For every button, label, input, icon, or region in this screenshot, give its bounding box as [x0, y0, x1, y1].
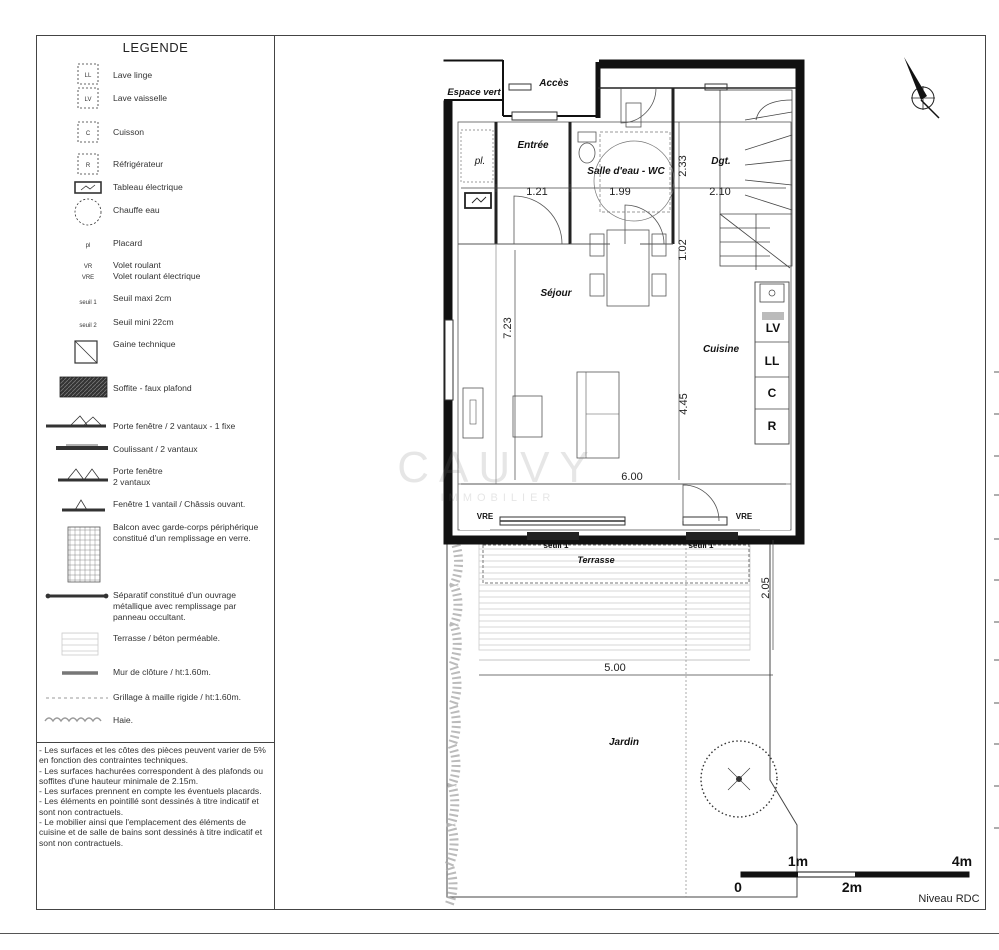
threshold-label-right: seuil 1 — [688, 541, 714, 550]
scale-label-1m: 1m — [787, 853, 809, 869]
legend-symbol-seuil2: seuil 2 — [79, 323, 97, 329]
room-cuisine: Cuisine — [702, 344, 740, 355]
legend-symbol-r: R — [85, 163, 91, 169]
legend-item-label: Seuil mini 22cm — [113, 317, 174, 327]
room-terrasse: Terrasse — [577, 555, 615, 565]
legend-title: LEGENDE — [122, 40, 189, 55]
legend-item-label: Chauffe eau — [113, 205, 160, 215]
shaft-diagonal — [75, 341, 97, 363]
legend-symbols — [45, 64, 108, 721]
appliance-ll: LL — [764, 354, 780, 368]
dim-121: 1.21 — [526, 186, 548, 198]
soffit-swatch — [60, 377, 107, 397]
dim-233: 2.33 — [677, 155, 689, 177]
scale-label-2m: 2m — [841, 879, 863, 895]
tv-unit — [463, 388, 483, 438]
legend-item-label: Volet roulant Volet roulant électrique — [113, 260, 201, 281]
legend-item-label: Lave vaisselle — [113, 93, 167, 103]
sink-icon — [760, 284, 784, 302]
lightning-icon — [81, 185, 95, 190]
legend-item-label: Seuil maxi 2cm — [113, 293, 172, 303]
door-window-2-leaves-1-fixed-icon — [46, 416, 106, 426]
sliding-door-icon — [56, 445, 108, 448]
dim-600: 6.00 — [621, 471, 643, 483]
scale-label-4m: 4m — [951, 853, 973, 869]
legend-notes: - Les surfaces et les côtes des pièces peuvent varier de 5% en fonction des contraintes techniques. - Les surfaces hachurées correspondent à des plafonds ou soffites d'une hauteur minimale de 2.15m. - Les surfaces prennent en compte les éventuels placards. - Les éléments en pointillé sont dessinés à titre indicatif et sont non contractuels. - Le mobilier ainsi que l'emplacement des éléments de cuisine et de salle de bains sont dessinés à titre indicatif et sont non contractuels. — [39, 745, 266, 848]
dim-445: 4.45 — [678, 393, 690, 415]
legend-item-label: Balcon avec garde-corps périphérique constitué d'un remplissage en verre. — [113, 522, 259, 543]
right-margin-ticks — [994, 372, 999, 828]
legend-symbol-vre: VRE — [81, 275, 95, 281]
legend-symbol-ll: LL — [84, 73, 92, 79]
legend-symbol-c: C — [85, 131, 91, 137]
dim-210: 2.10 — [709, 186, 731, 198]
dim-723: 7.23 — [502, 317, 514, 339]
legend-item-label: Grillage à maille rigide / ht:1.60m. — [113, 692, 242, 702]
legend-item-label: Tableau électrique — [113, 182, 183, 192]
dim-205: 2.05 — [760, 577, 772, 599]
legend-item-label: Lave linge — [113, 70, 153, 80]
scale-label-0: 0 — [734, 879, 742, 895]
legend-symbol-seuil1: seuil 1 — [79, 300, 97, 306]
room-sejour: Séjour — [540, 288, 572, 299]
legend-item-label: Terrasse / béton perméable. — [113, 633, 221, 643]
legend-item-label: Fenêtre 1 vantail / Châssis ouvant. — [113, 499, 246, 509]
legend-item-label: Réfrigérateur — [113, 159, 164, 169]
dining-table — [590, 230, 666, 306]
room-acces: Accès — [539, 78, 569, 89]
legend-item-label: Coulissant / 2 vantaux — [113, 444, 198, 454]
legend-item-label: Mur de clôture / ht:1.60m. — [113, 667, 211, 677]
room-placard: pl. — [474, 156, 486, 167]
dim-102: 1.02 — [677, 239, 689, 261]
legend-symbol-lv: LV — [84, 97, 92, 103]
legend-item-label: Cuisson — [113, 127, 145, 137]
north-arrow-icon — [904, 57, 939, 118]
staircase — [720, 90, 792, 270]
room-salle-eau: Salle d'eau - WC — [587, 166, 665, 177]
electrical-panel-icon — [465, 193, 491, 208]
hedge-icon — [45, 718, 101, 721]
dim-199: 1.99 — [609, 186, 631, 198]
legend-item-label: Porte fenêtre / 2 vantaux - 1 fixe — [113, 421, 236, 431]
agency-watermark — [397, 443, 599, 504]
water-heater-icon — [75, 199, 101, 225]
hedge-left — [449, 545, 459, 905]
room-jardin: Jardin — [608, 737, 640, 748]
french-door-icon — [58, 469, 108, 480]
appliance-r: R — [767, 419, 777, 433]
watermark-main: CAUVY — [397, 443, 599, 492]
metal-separator-icon — [46, 594, 108, 598]
legend-item-label: Gaine technique — [113, 339, 176, 349]
legend-item-label: Séparatif constitué d'un ouvrage métallique avec remplissage par panneau occultant. — [113, 590, 237, 622]
room-degagement: Dgt. — [711, 156, 731, 167]
legend-symbol-vr: VR — [83, 264, 93, 270]
garden-area — [447, 540, 797, 905]
level-label: Niveau RDC — [918, 893, 980, 905]
legend-item-label: Soffite - faux plafond — [113, 383, 192, 393]
room-espace-vert: Espace vert — [447, 87, 501, 98]
appliance-c: C — [767, 386, 777, 400]
window-label-vre-right: VRE — [735, 512, 753, 521]
coffee-table — [513, 396, 542, 437]
dim-500: 5.00 — [604, 662, 626, 674]
window-label-vre-left: VRE — [476, 512, 494, 521]
legend-item-label: Porte fenêtre 2 vantaux — [113, 466, 163, 487]
legend-item-label: Placard — [113, 238, 143, 248]
single-window-icon — [62, 500, 105, 510]
legend-item-label: Haie. — [113, 715, 134, 725]
threshold-label-left: seuil 1 — [543, 541, 569, 550]
terrace-swatch — [62, 633, 98, 655]
room-entree: Entrée — [517, 140, 549, 151]
glass-balcony-swatch — [68, 527, 100, 582]
watermark-sub: IMMOBILIER — [440, 492, 556, 504]
legend-symbol-pl: pl — [85, 243, 91, 249]
appliance-lv: LV — [765, 321, 781, 335]
